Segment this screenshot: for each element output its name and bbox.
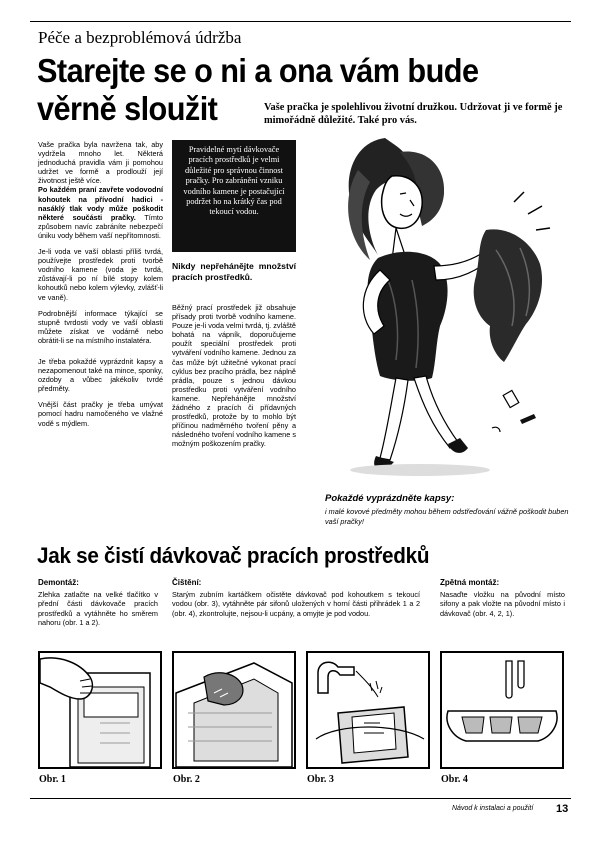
left-paragraph-3: Je-li voda ve vaší oblasti příliš tvrdá, používejte prostředek proti tvorbě vodního kamene (voda je tvrdá, zůstávají-li po ní bílé stopy kolem kohoutků nebo kolem výlevky, zvlášť-li ve vaně). bbox=[38, 247, 163, 302]
left-paragraph-2-bold: Po každém praní zavřete vodovodní kohoutek na přívodní hadici - nasáklý tlak vody může poškodit některé součásti pračky. bbox=[38, 185, 163, 222]
section-title: Jak se čistí dávkovač pracích prostředků bbox=[37, 543, 430, 568]
step-1-title: Demontáž: bbox=[38, 578, 79, 587]
step-zpetna-montaz bbox=[440, 578, 565, 618]
dispenser-removal-drawing bbox=[40, 653, 160, 767]
top-rule bbox=[30, 21, 571, 22]
step-3-title: Zpětná montáž: bbox=[440, 578, 500, 587]
figure-3 bbox=[306, 651, 430, 769]
left-paragraph-4: Podrobnější informace týkající se stupně tvrdosti vody ve vaší oblasti můžete získat ve vodárně nebo obrátit-li se na místního instalatéra. bbox=[38, 308, 163, 345]
step-cisteni bbox=[172, 578, 420, 618]
dispenser-lift-drawing bbox=[174, 653, 294, 767]
page-number: 13 bbox=[556, 803, 569, 815]
figure-1 bbox=[38, 651, 162, 769]
kicker: Péče a bezproblémová údržba bbox=[38, 28, 242, 47]
intro-text: Vaše pračka je spolehlivou životní družkou. Udržovat ji ve formě je mimořádně důležité. Také pro vás. bbox=[264, 102, 563, 126]
left-paragraph-1: Vaše pračka byla navržena tak, aby vydržela mnoho let. Některá jednoduchá pravidla vám ji pomohou udržet ve formě a prodlouží její životnost ještě více. bbox=[38, 140, 163, 186]
step-1-body: Zlehka zatlačte na velké tlačítko v přední části dávkovače pracích prostředků a vytáhněte ho směrem nahoru (obr. 1 a 2). bbox=[38, 590, 158, 628]
figure-2-label: Obr. 2 bbox=[173, 774, 200, 785]
step-demontaz bbox=[38, 578, 158, 628]
figure-4-label: Obr. 4 bbox=[441, 774, 468, 785]
figure-2 bbox=[172, 651, 296, 769]
figure-1-label: Obr. 1 bbox=[39, 774, 66, 785]
illustration-caption-title: Pokaždé vyprázdněte kapsy: bbox=[325, 493, 455, 504]
footer-text: Návod k instalaci a použití bbox=[452, 805, 534, 812]
left-column bbox=[38, 140, 163, 435]
bottom-rule bbox=[30, 798, 571, 799]
detergent-body: Běžný prací prostředek již obsahuje přísady proti tvorbě vodního kamene. Pouze je-li voda velmi tvrdá, tj. zvláště bohatá na vápník, doporučujeme použít speciální prostředek proti vytváření vodního kamene. Jednou za čas může být užitečné vykonat prací cyklus bez pracího prádla, bez náplně prádla, pouze s jednou dávkou prostředku proti vytváření vodního kamene. Nepřehánějte množství žádného z pracích či přídavných prostředků, protože by to mohlo být příčinou nadměrného tvoření pěny a následného tvoření vodního kamene s možným poškozením pračky. bbox=[172, 303, 296, 449]
step-2-title: Čištění: bbox=[172, 578, 202, 587]
dispenser-siphons-drawing bbox=[442, 653, 562, 767]
woman-laundry-illustration bbox=[300, 130, 565, 490]
left-paragraph-2 bbox=[38, 185, 163, 240]
illustration-caption-body: i malé kovové předměty mohou během odstřeďování vážně poškodit buben vaší pračky! bbox=[325, 507, 569, 526]
tip-box: Pravidelné mytí dávkovače pracích prostředků je velmi důležité pro správnou činnost pračky. Pro zabránění vzniku vodního kamene je postačující podržet ho na krátký čas pod tekoucí vodou. bbox=[172, 140, 296, 252]
step-3-body: Nasaďte vložku na původní místo sifony a pak vložte na původní místo i dávkovač (obr. 4, 2, 1). bbox=[440, 590, 565, 618]
woman-illustration-svg bbox=[300, 130, 565, 490]
headline-line-1: Starejte se o ni a ona vám bude bbox=[37, 52, 479, 89]
step-2-body: Starým zubním kartáčkem očistěte dávkovač pod kohoutkem s tekoucí vodou (obr. 3), vytáhněte pár sifonů uložených v horní části přihrádek 1 a 2 (obr. 4), zkontrolujte, nejsou-li ucpány, a omyjte je pod vodou. bbox=[172, 590, 420, 618]
figure-3-label: Obr. 3 bbox=[307, 774, 334, 785]
left-paragraph-5: Je třeba pokaždé vyprázdnit kapsy a nezapomenout také na mince, sponky, ozdoby a vůbec jakékoliv tvrdé předměty. bbox=[38, 356, 163, 394]
left-paragraph-2-rest: Tímto způsobem navíc zabráníte nebezpečí úniku vody během vaší nepřítomnosti. bbox=[38, 212, 163, 240]
figure-4 bbox=[440, 651, 564, 769]
left-paragraph-6: Vnější část pračky je třeba umývat pomocí hadru namočeného ve vlažné vodě s mýdlem. bbox=[38, 400, 163, 428]
dispenser-rinse-drawing bbox=[308, 653, 428, 767]
headline-line-2: věrně sloužit bbox=[37, 90, 218, 127]
detergent-heading: Nikdy nepřehánějte množství pracích prostředků. bbox=[172, 261, 296, 282]
